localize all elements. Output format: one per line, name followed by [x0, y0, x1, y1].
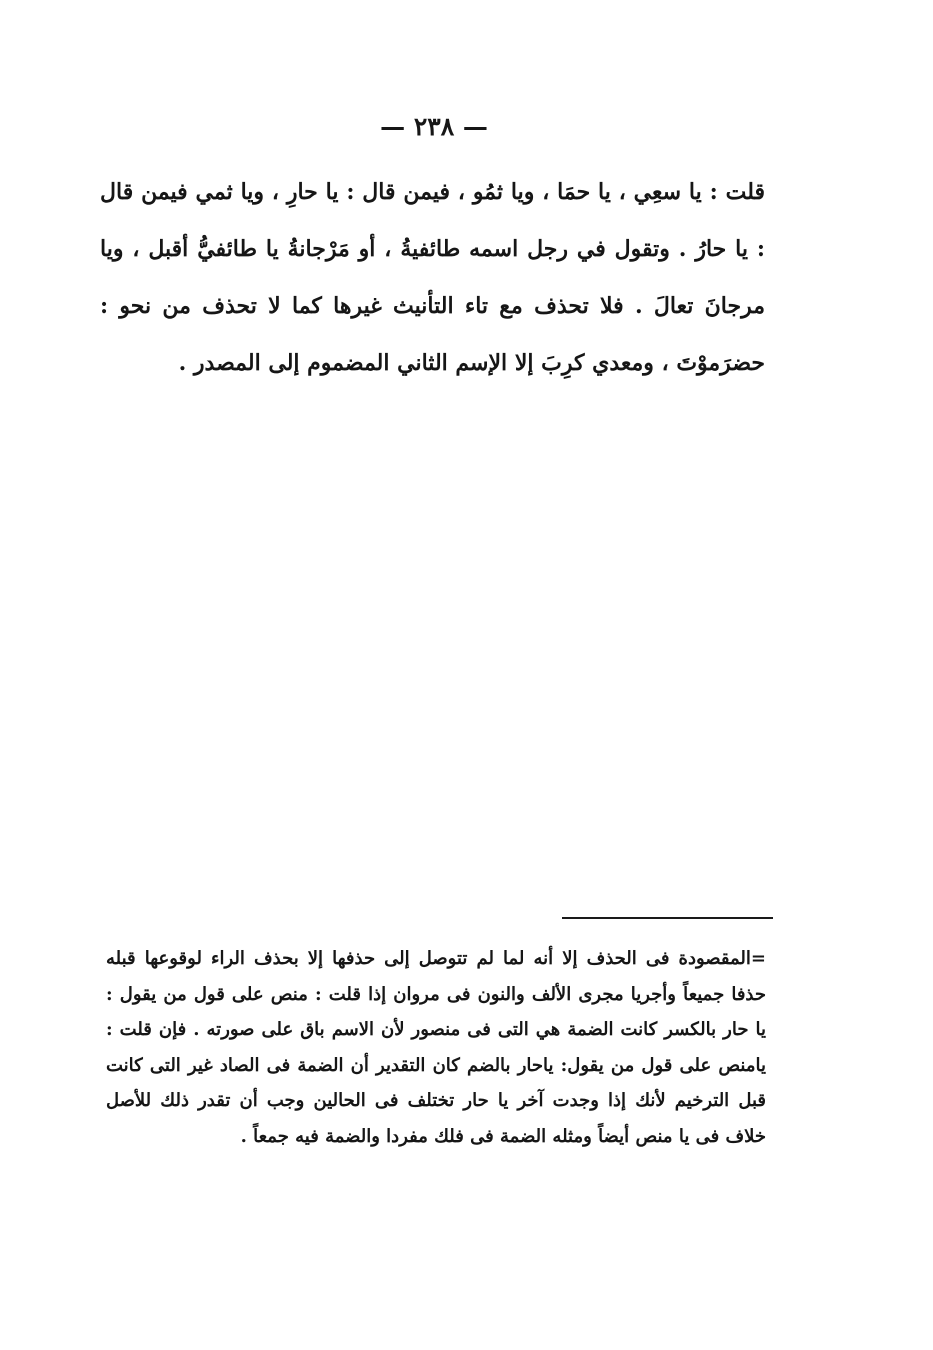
footnote-divider: [562, 917, 773, 919]
page-number: — ٢٣٨ —: [380, 112, 488, 141]
main-paragraph: قلت : يا سعِي ، يا حمَا ، ويا ثمُو ، فيمن قال : يا حارِ ، ويا ثمي فيمن قال : يا حارُ . وتقول في رجل اسمه طائفيةُ ، أو مَرْجانةُ يا طائفيُّ أقبل ، ويا مرجانَ تعالَ . فلا تحذف مع تاء التأنيث غيرها كما لا تحذف من نحو : حضرَموْتَ ، ومعدي كرِبَ إلا الإسم الثاني المضموم إلى المصدر .: [100, 179, 765, 376]
main-text-block: [100, 164, 765, 392]
footnote-paragraph: =المقصودة فى الحذف إلا أنه لما لم تتوصل إلى حذفها إلا بحذف الراء لوقوعها قبله حذفا جميعاً وأجريا مجرى الألف والنون فى مروان إذا قلت : منص على قول من يقول : يا حار بالكسر كانت الضمة هي التى فى منصور لأن الاسم باق على صورته . فإن قلت : يامنص على قول من يقول: ياحار بالضم كان التقدير أن الضمة فى الصاد غير التى كانت قبل الترخيم لأنك إذا وجدت آخر يا حار تختلف فى الحالين وجب أن تقدر ذلك للأصل خلاف فى يا منص أيضاً ومثله الضمة فى فلك مفردا والضمة فيه جمعاً .: [106, 948, 766, 1147]
footnote-block: [106, 941, 766, 1154]
